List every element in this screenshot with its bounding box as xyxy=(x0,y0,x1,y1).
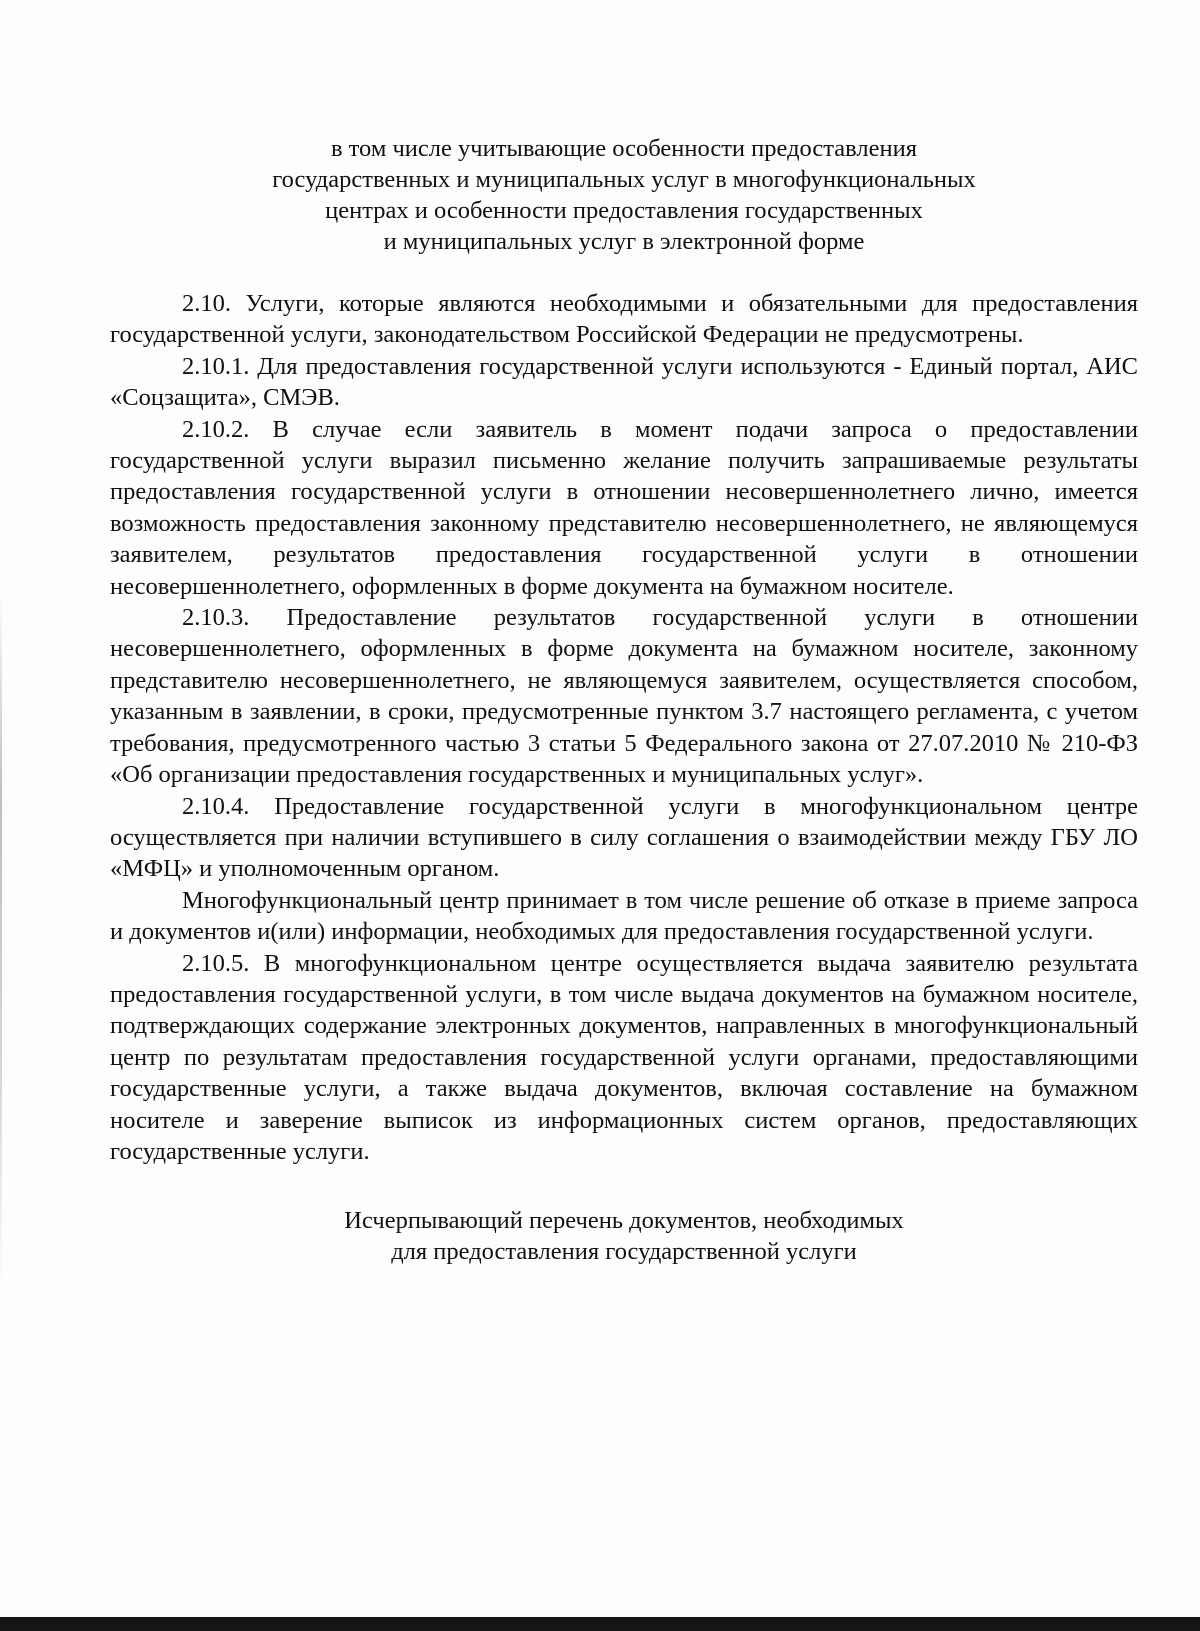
paragraph-2-10-3: 2.10.3. Предоставление результатов государственной услуги в отношении несовершеннолетнего, оформленных в форме документа на бумажном носителе, законному представителю несовершеннолетнего, не являющемуся заявителем, осуществляется способом, указанным в заявлении, в сроки, предусмотренные пунктом 3.7 настоящего регламента, с учетом требования, предусмотренного частью 3 статьи 5 Федерального закона от 27.07.2010 № 210-ФЗ «Об организации предоставления государственных и муниципальных услуг». xyxy=(110,604,1138,789)
paragraph-2-10-4: 2.10.4. Предоставление государственной услуги в многофункциональном центре осуществляется при наличии вступившего в силу соглашения о взаимодействии между ГБУ ЛО «МФЦ» и уполномоченным органом. xyxy=(110,792,1138,883)
heading-line: в том числе учитывающие особенности предоставления xyxy=(330,135,917,162)
section-heading-bottom xyxy=(110,1205,1138,1267)
heading-line: государственных и муниципальных услуг в многофункциональных xyxy=(272,166,976,193)
paragraph-2-10: 2.10. Услуги, которые являются необходимыми и обязательными для предоставления государственной услуги, законодательством Российской Федерации не предусмотрены. xyxy=(110,290,1138,349)
paragraph-mfc-refusal: Многофункциональный центр принимает в том числе решение об отказе в приеме запроса и документов и(или) информации, необходимых для предоставления государственной услуги. xyxy=(110,886,1138,946)
heading-line: и муниципальных услуг в электронной форме xyxy=(383,228,865,255)
paragraph-2-10-1: 2.10.1. Для предоставления государственной услуги используются - Единый портал, АИС «Соцзащита», СМЭВ. xyxy=(110,352,1138,412)
section-heading-top xyxy=(110,133,1138,257)
document-body xyxy=(110,133,1138,1267)
heading-line: центрах и особенности предоставления государственных xyxy=(325,197,923,224)
paragraph-2-10-2: 2.10.2. В случае если заявитель в момент подачи запроса о предоставлении государственной услуги выразил письменно желание получить запрашиваемые результаты предоставления государственной услуги в отношении несовершеннолетнего лично, имеется возможность предоставления законному представителю несовершеннолетнего, не являющемуся заявителем, результатов предоставления государственной услуги в отношении несовершеннолетнего, оформленных в форме документа на бумажном носителе. xyxy=(110,415,1138,600)
heading-line: для предоставления государственной услуги xyxy=(391,1238,857,1266)
scan-edge-shadow xyxy=(0,590,2,1290)
scan-bottom-edge xyxy=(0,1617,1200,1631)
heading-line: Исчерпывающий перечень документов, необходимых xyxy=(344,1207,904,1235)
paragraph-2-10-5: 2.10.5. В многофункциональном центре осуществляется выдача заявителю результата предоставления государственной услуги, в том числе выдача документов на бумажном носителе, подтверждающих содержание электронных документов, направленных в многофункциональный центр по результатам предоставления государственной услуги органами, предоставляющими государственные услуги, а также выдача документов, включая составление на бумажном носителе и заверение выписок из информационных систем органов, предоставляющих государственные услуги. xyxy=(110,949,1138,1165)
